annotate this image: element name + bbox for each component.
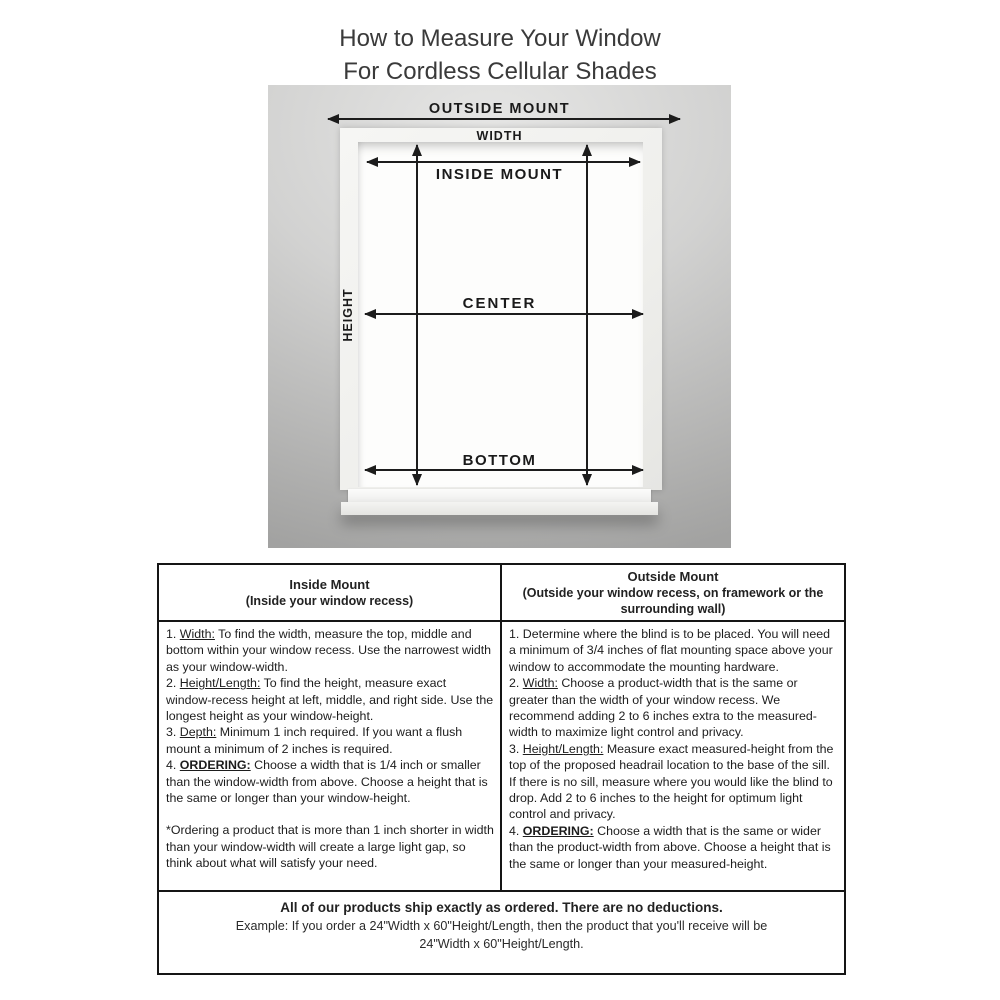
center-label: CENTER bbox=[462, 295, 537, 312]
instruction-item: 1. Determine where the blind is to be placed. You will need a minimum of 3/4 inches of flat mounting space above your window to accommodate the mounting hardware. bbox=[509, 627, 833, 674]
title-line-1: How to Measure Your Window bbox=[339, 25, 661, 52]
inside-mount-instructions bbox=[159, 622, 502, 892]
instruction-item: 3. Height/Length: Measure exact measured-height from the top of the proposed headrail location to the base of the sill. If there is no sill, measure where you would like the blind to drop. Add 2 to 6 inches to the height for optimum light control and privacy. bbox=[509, 741, 834, 822]
title-line-2: For Cordless Cellular Shades bbox=[343, 58, 657, 85]
instruction-item: 2. Height/Length: To find the height, measure exact window-recess height at left, middle, and right side. Use the longest height as your window-height. bbox=[166, 676, 494, 724]
outside-mount-steps bbox=[509, 626, 838, 872]
inside-mount-note: *Ordering a product that is more than 1 inch shorter in width than your window-width will create a large light gap, so think about what will satisfy your need. bbox=[166, 823, 494, 871]
inside-mount-label: INSIDE MOUNT bbox=[435, 166, 564, 183]
instruction-item: 2. Width: Choose a product-width that is the same or greater than the width of your window recess. We recommend adding 2 to 6 inches extra to the measured-width to maximize light control and privacy. bbox=[509, 676, 817, 740]
instruction-item: 1. Width: To find the width, measure the top, middle and bottom within your window recess. Use the narrowest width as your window-width. bbox=[166, 627, 492, 674]
inside-mount-title: Inside Mount bbox=[289, 577, 370, 592]
outside-mount-instructions bbox=[502, 622, 844, 892]
measuring-instructions-table bbox=[157, 563, 846, 975]
outside-mount-title: Outside Mount bbox=[627, 569, 719, 584]
outside-mount-header bbox=[502, 565, 844, 622]
table-footer bbox=[159, 892, 844, 973]
window-photo bbox=[268, 85, 731, 548]
bottom-label: BOTTOM bbox=[462, 452, 537, 469]
instruction-item: 4. ORDERING: Choose a width that is the same or wider than the product-width from above. Choose a height that is the same or longer than your measured-height. bbox=[509, 823, 831, 871]
width-label: WIDTH bbox=[476, 129, 523, 143]
instruction-item: 4. ORDERING: Choose a width that is 1/4 inch or smaller than the window-width from above. Choose a height that is the same or longer than your window-height. bbox=[166, 758, 488, 806]
outside-mount-label: OUTSIDE MOUNT bbox=[428, 101, 571, 117]
example-line-2: 24"Width x 60"Height/Length. bbox=[419, 937, 584, 951]
inside-mount-header bbox=[159, 565, 502, 622]
instruction-item: 3. Depth: Minimum 1 inch required. If you want a flush mount a minimum of 2 inches is required. bbox=[166, 725, 463, 756]
outside-mount-subtitle: (Outside your window recess, on framework or the surrounding wall) bbox=[522, 586, 824, 616]
measurement-arrows bbox=[268, 85, 731, 548]
inside-mount-subtitle: (Inside your window recess) bbox=[245, 594, 414, 608]
no-deductions-statement: All of our products ship exactly as ordered. There are no deductions. bbox=[280, 900, 723, 915]
inside-mount-steps bbox=[166, 626, 494, 806]
page-title bbox=[0, 22, 1000, 88]
height-label: HEIGHT bbox=[341, 288, 355, 342]
example-line-1: Example: If you order a 24"Width x 60"Height/Length, then the product that you'll receive will be bbox=[235, 919, 768, 933]
